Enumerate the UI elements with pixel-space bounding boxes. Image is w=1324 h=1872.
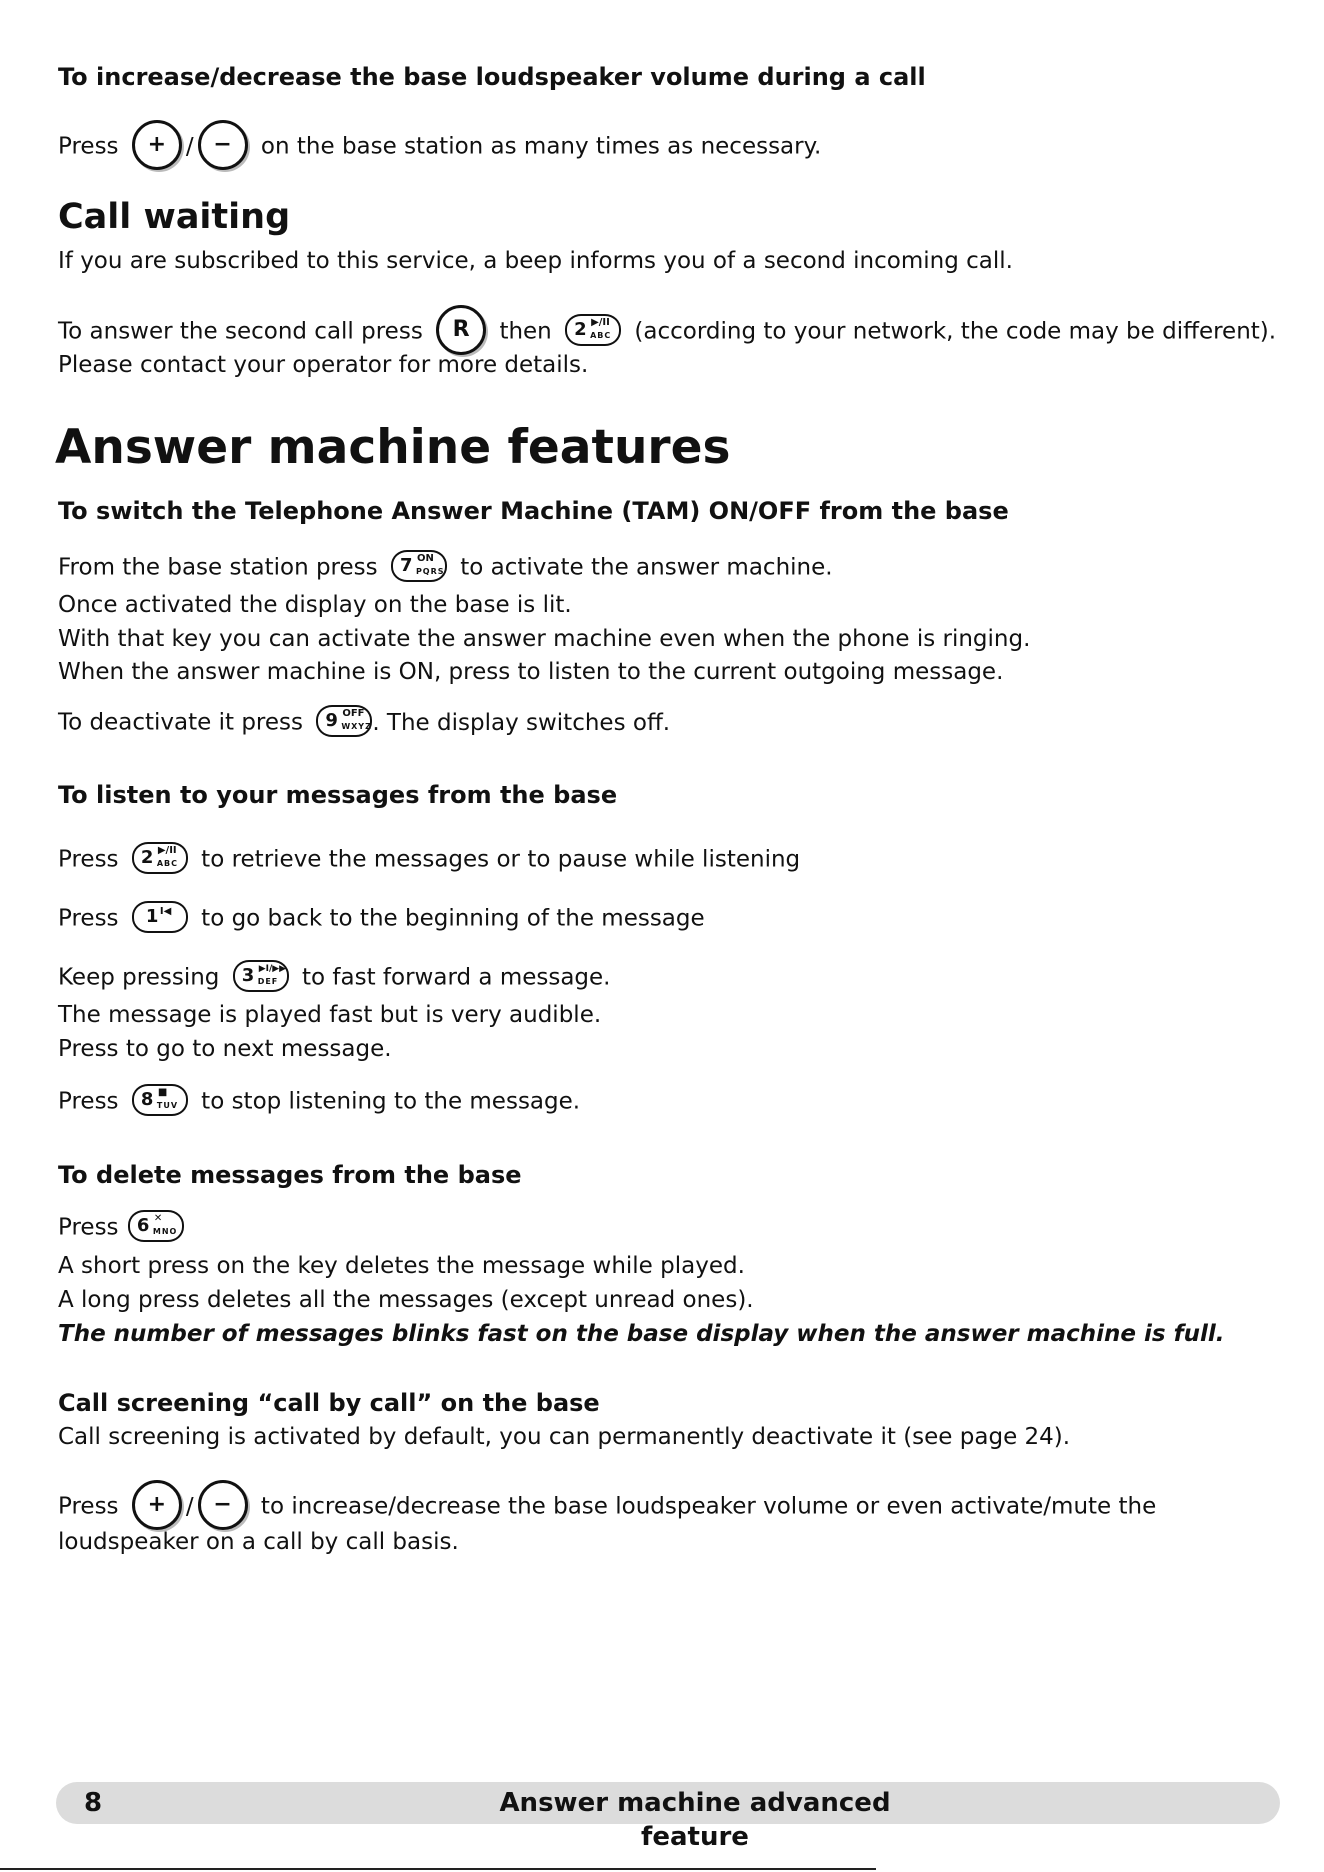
volume-heading: To increase/decrease the base loudspeaker volume during a call [58, 63, 926, 91]
tam-line4: When the answer machine is ON, press to listen to the current outgoing message. [58, 659, 1004, 685]
screening-line2: Press + / − to increase/decrease the base loudspeaker volume or even activate/mute the [58, 1482, 1156, 1532]
volume-plus-key-icon: + [132, 120, 182, 170]
screening-line1: Call screening is activated by default, you can permanently deactivate it (see page 24). [58, 1424, 1071, 1450]
volume-minus-key-icon: − [198, 1480, 248, 1530]
listen-line5: Press to go to next message. [58, 1036, 392, 1062]
volume-plus-key-icon: + [132, 1480, 182, 1530]
key-9-off-icon: 9 OFF WXYZ [316, 705, 372, 737]
delete-line1: A short press on the key deletes the message while played. [58, 1253, 745, 1279]
bottom-rule [0, 1868, 876, 1870]
screening-line3: loudspeaker on a call by call basis. [58, 1529, 459, 1555]
listen-line2: Press 1 I◀ to go back to the beginning of the message [58, 903, 705, 935]
footer-title: Answer machine advanced feature [499, 1788, 891, 1852]
call-waiting-line2: To answer the second call press R then 2 ▶/II ABC (according to your network, the code may be different). [58, 307, 1276, 357]
volume-instruction: Press + / − on the base station as many times as necessary. [58, 122, 821, 172]
tam-line3: With that key you can activate the answer machine even when the phone is ringing. [58, 626, 1031, 652]
listen-line4: The message is played fast but is very audible. [58, 1002, 602, 1028]
listen-line3: Keep pressing 3 ▶I/▶▶ DEF to fast forward a message. [58, 962, 611, 994]
volume-minus-key-icon: − [198, 120, 248, 170]
r-key-icon: R [436, 305, 486, 355]
key-3-fast-forward-icon: 3 ▶I/▶▶ DEF [233, 960, 289, 992]
page-number: 8 [84, 1788, 103, 1818]
answer-machine-title: Answer machine features [55, 420, 731, 475]
delete-line-press: Press 6 ✕ MNO [58, 1212, 190, 1244]
call-waiting-line1: If you are subscribed to this service, a beep informs you of a second incoming call. [58, 248, 1013, 274]
tam-line2: Once activated the display on the base is lit. [58, 592, 572, 618]
listen-heading: To listen to your messages from the base [58, 781, 618, 809]
key-2-play-pause-icon: 2 ▶/II ABC [565, 314, 621, 346]
call-waiting-line3: Please contact your operator for more details. [58, 352, 589, 378]
call-waiting-title: Call waiting [58, 197, 291, 237]
tam-heading: To switch the Telephone Answer Machine (TAM) ON/OFF from the base [58, 497, 1009, 525]
tam-line1: From the base station press 7 ON PQRS to activate the answer machine. [58, 552, 833, 584]
key-2-play-pause-icon: 2 ▶/II ABC [132, 842, 188, 874]
listen-line1: Press 2 ▶/II ABC to retrieve the messages or to pause while listening [58, 844, 800, 876]
listen-line6: Press 8 ■ TUV to stop listening to the message. [58, 1086, 580, 1118]
key-8-stop-icon: 8 ■ TUV [132, 1084, 188, 1116]
delete-heading: To delete messages from the base [58, 1161, 522, 1189]
delete-note: The number of messages blinks fast on the base display when the answer machine is full. [58, 1321, 1225, 1347]
delete-line2: A long press deletes all the messages (except unread ones). [58, 1287, 754, 1313]
key-1-rewind-icon: 1 I◀ [132, 901, 188, 933]
tam-line5: To deactivate it press 9 OFF WXYZ . The display switches off. [58, 707, 670, 739]
screening-heading: Call screening “call by call” on the base [58, 1389, 600, 1417]
key-6-delete-icon: 6 ✕ MNO [128, 1210, 184, 1242]
key-7-on-icon: 7 ON PQRS [391, 550, 447, 582]
